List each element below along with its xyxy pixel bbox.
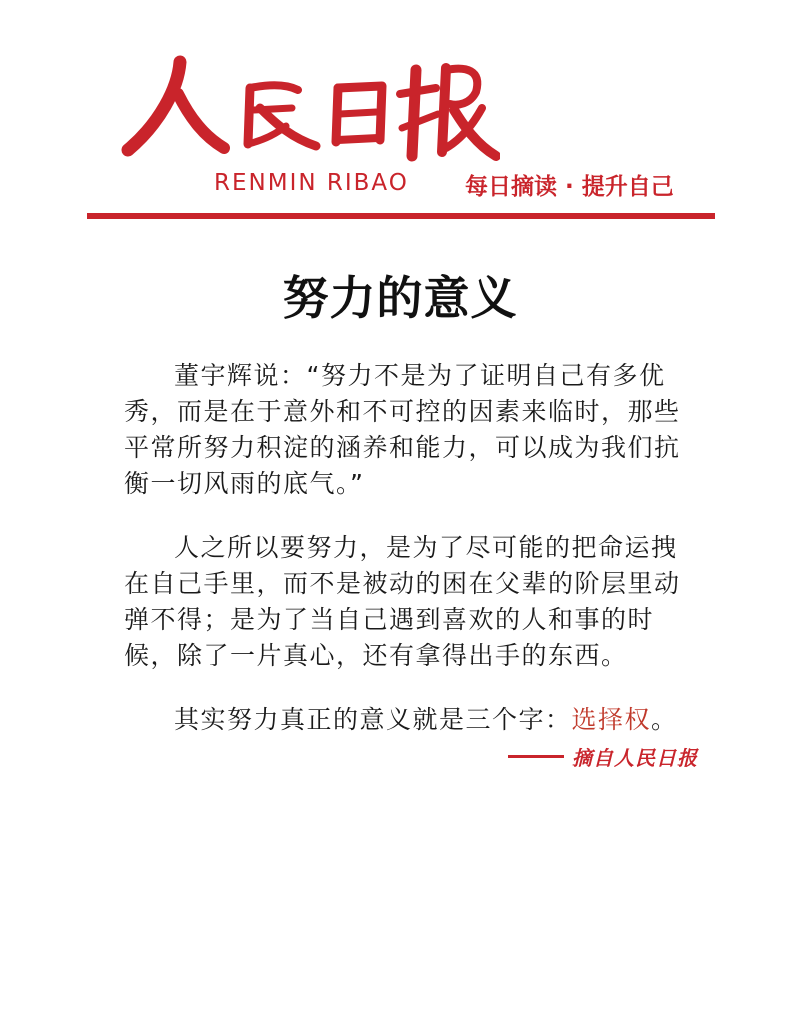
masthead-slogan: 每日摘读 · 提升自己 xyxy=(465,174,674,200)
paragraph-3-end: 。 xyxy=(651,705,678,734)
logo-calligraphy-svg xyxy=(120,48,500,168)
paragraph-2: 人之所以要努力，是为了尽可能的把命运拽在自己手里，而不是被动的困在父辈的阶层里动弹不得；是为了当自己遇到喜欢的人和事的时候，除了一片真心，还有拿得出手的东西。 xyxy=(124,533,681,670)
paragraph-1: 董宇辉说：“努力不是为了证明自己有多优秀，而是在于意外和不可控的因素来临时，那些平常所努力积淀的涵养和能力，可以成为我们抗衡一切风雨的底气。” xyxy=(124,361,681,498)
renmin-ribao-calligraphy-logo xyxy=(120,48,500,168)
article-body xyxy=(124,358,696,766)
article-title: 努力的意义 xyxy=(282,271,518,325)
attribution-text: 摘自人民日报 xyxy=(572,745,698,770)
masthead-divider xyxy=(87,213,715,219)
attribution-dash xyxy=(508,755,564,758)
masthead-roman-title: RENMIN RIBAO xyxy=(214,170,409,196)
source-attribution xyxy=(508,738,708,774)
highlight-keyword: 选择权 xyxy=(571,705,652,734)
paragraph-3 xyxy=(124,702,696,738)
paragraph-3-lead: 其实努力真正的意义就是三个字： xyxy=(174,705,572,734)
